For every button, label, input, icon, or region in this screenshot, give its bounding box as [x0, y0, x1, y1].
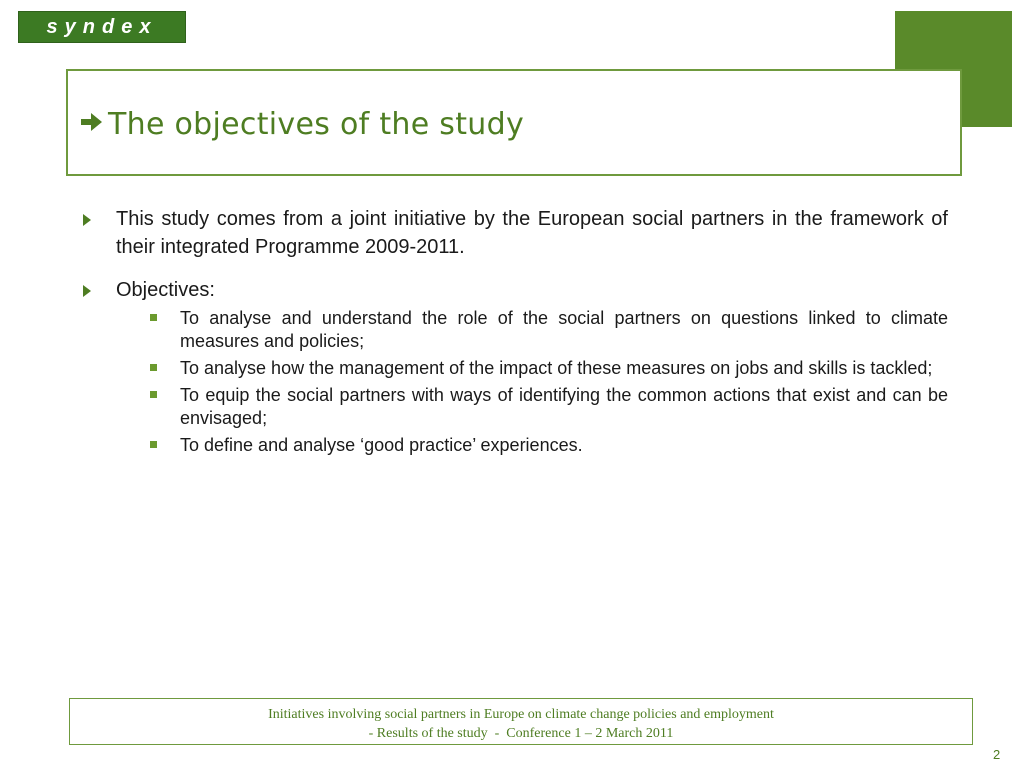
footer	[69, 698, 973, 745]
list-item	[82, 307, 948, 353]
intro-text: This study comes from a joint initiative by the European social partners in the framework of their integrated Programme 2009-2011.	[116, 208, 948, 258]
syndex-logo-wordmark	[22, 14, 182, 40]
square-bullet-icon	[150, 441, 157, 448]
bullet-intro	[82, 205, 948, 261]
list-item	[82, 357, 948, 380]
square-bullet-icon	[150, 314, 157, 321]
content-area	[82, 205, 948, 461]
objective-text: To define and analyse ‘good practice’ experiences.	[180, 435, 583, 455]
footer-line-2: - Results of the study - Conference 1 – 2 March 2011	[368, 726, 674, 741]
syndex-logo	[18, 11, 186, 43]
title-box	[66, 69, 962, 176]
objective-text: To analyse how the management of the impact of these measures on jobs and skills is tackled;	[180, 358, 933, 378]
square-bullet-icon	[150, 364, 157, 371]
title-row	[80, 107, 524, 142]
list-item	[82, 434, 948, 457]
objectives-list	[82, 307, 948, 457]
list-item	[82, 384, 948, 430]
square-bullet-icon	[150, 391, 157, 398]
triangle-bullet-icon	[83, 284, 91, 302]
page-title: The objectives of the study	[108, 107, 525, 142]
page-number: 2	[993, 747, 1001, 762]
bullet-objectives	[82, 276, 948, 304]
arrow-right-icon	[80, 111, 104, 138]
footer-line-1: Initiatives involving social partners in Europe on climate change policies and employment	[268, 707, 774, 722]
objective-text: To analyse and understand the role of the social partners on questions linked to climate measures and policies;	[180, 308, 948, 351]
triangle-bullet-icon	[83, 213, 91, 231]
objective-text: To equip the social partners with ways of identifying the common actions that exist and can be envisaged;	[180, 385, 948, 428]
logo-text: syndex	[46, 16, 158, 38]
objectives-label: Objectives:	[116, 279, 215, 301]
